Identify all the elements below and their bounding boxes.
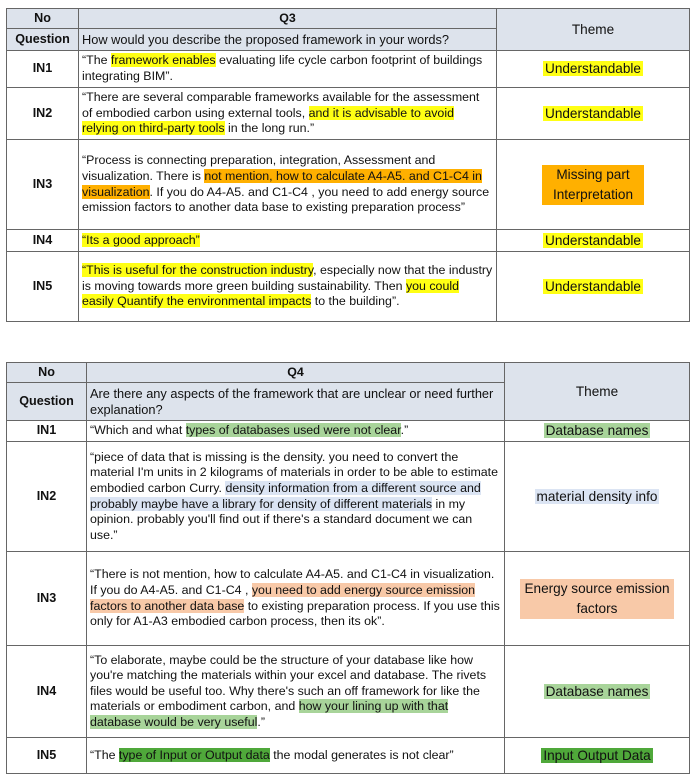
theme-tag: Understandable — [545, 105, 641, 121]
row-id: IN4 — [7, 230, 79, 252]
response-text — [87, 442, 505, 552]
response-text — [79, 252, 497, 322]
response-text-segment: evaluating life cycle carbon footprint of buildings integrating BIM”. — [82, 53, 483, 83]
theme-cell — [505, 646, 690, 738]
response-text-segment: “To elaborate, maybe could be the structure of your database like how you're matching the materials within your excel and database. The rivets files would be useful too. Why there's such an off framework for like the materials or embodiment carbon, and — [90, 652, 487, 714]
row-id: IN1 — [7, 51, 79, 88]
highlighted-text: framework enables — [110, 53, 216, 68]
q4-header-row — [7, 363, 690, 383]
highlighted-text: “This is useful for the construction industry — [82, 263, 314, 278]
response-text — [79, 230, 497, 252]
highlighted-text: types of databases used were not clear — [185, 423, 401, 438]
theme-tag: Understandable — [545, 61, 641, 77]
theme-tag: Energy source emission factors — [520, 579, 674, 619]
response-text-segment: in the long run.” — [224, 121, 315, 136]
theme-tag: Missing part Interpretation — [542, 165, 644, 205]
response-text-segment: . If you do A4-A5. and C1-C4 , you need to add energy source emission factors to another data base to existing preparation process” — [82, 184, 490, 215]
theme-cell — [505, 738, 690, 774]
q3-header-row — [7, 9, 690, 29]
q3-theme-header: Theme — [497, 9, 690, 51]
theme-cell — [497, 230, 690, 252]
theme-cell — [497, 140, 690, 230]
response-text-segment: “piece of data that is missing is the density. you need to convert the material I'm units in 2 kilograms of materials in order to be able to estimate embodied carbon Curry. — [90, 449, 498, 495]
table-row — [7, 442, 690, 552]
response-text — [87, 738, 505, 774]
response-text — [87, 421, 505, 442]
response-text — [79, 51, 497, 88]
response-text-segment: “There are several comparable frameworks available for the assessment of embodied carbon using external tools, — [82, 90, 480, 120]
q4-no-header: No — [7, 363, 87, 383]
response-text-segment: , especially now that the industry is moving towards more green building sustainability. Then — [82, 263, 493, 293]
theme-cell — [505, 552, 690, 646]
q4-theme-header: Theme — [505, 363, 690, 421]
theme-tag: Understandable — [545, 232, 641, 248]
response-text — [79, 140, 497, 230]
q3-title: Q3 — [79, 9, 497, 29]
highlighted-text: how your lining up with that database would be very useful — [90, 699, 449, 729]
row-id: IN2 — [7, 88, 79, 140]
theme-tag: Database names — [545, 423, 649, 439]
theme-tag: Input Output Data — [543, 747, 651, 763]
q4-question-text: Are there any aspects of the framework that are unclear or need further explanation? — [87, 383, 505, 421]
response-text-segment: .” — [257, 714, 265, 729]
response-text-segment: “Process is connecting preparation, integration, Assessment and visualization. There is — [82, 153, 436, 183]
response-text-segment: to the building”. — [311, 294, 400, 309]
q3-no-header: No — [7, 9, 79, 29]
theme-cell — [505, 442, 690, 552]
row-id: IN4 — [7, 646, 87, 738]
table-row — [7, 252, 690, 322]
theme-tag: Database names — [545, 683, 649, 699]
q4-question-label: Question — [7, 383, 87, 421]
highlighted-text: type of Input or Output data — [118, 747, 270, 762]
theme-cell — [505, 421, 690, 442]
response-text — [87, 552, 505, 646]
q3-table — [6, 8, 690, 322]
table-row — [7, 88, 690, 140]
row-id: IN5 — [7, 252, 79, 322]
q3-question-label: Question — [7, 29, 79, 51]
row-id: IN3 — [7, 552, 87, 646]
row-id: IN3 — [7, 140, 79, 230]
q4-table — [6, 362, 690, 774]
table-row — [7, 421, 690, 442]
response-text-segment: “There is not mention, how to calculate A4-A5. and C1-C4 in visualization. If you do A4-A5. and C1-C4 , — [90, 567, 495, 597]
highlighted-text: not mention, how to calculate A4-A5. and C1-C4 in visualization — [82, 168, 482, 199]
theme-cell — [497, 88, 690, 140]
response-text — [87, 646, 505, 738]
highlighted-text: and it is advisable to avoid relying on third-party tools — [82, 105, 454, 136]
theme-cell — [497, 51, 690, 88]
highlighted-text: you could easily Quantify the environmental impacts — [82, 278, 459, 309]
response-text-segment: in my opinion. probably you'll find out if there's a standard document we can use.” — [90, 496, 473, 542]
table-row — [7, 552, 690, 646]
highlighted-text: density information from a different source and probably maybe have a library for density of different materials — [90, 480, 481, 511]
highlighted-text: you need to add energy source emission factors to another data base — [90, 582, 476, 613]
table-row — [7, 646, 690, 738]
q4-title: Q4 — [87, 363, 505, 383]
theme-tag: Understandable — [545, 278, 641, 294]
highlighted-text: “Its a good approach” — [82, 232, 200, 247]
row-id: IN2 — [7, 442, 87, 552]
response-text-segment: “The — [90, 747, 119, 762]
table-row — [7, 51, 690, 88]
response-text — [79, 88, 497, 140]
theme-cell — [497, 252, 690, 322]
response-text-segment: “Which and what — [90, 423, 186, 438]
response-text-segment: “The — [82, 53, 111, 68]
table-row — [7, 230, 690, 252]
theme-tag: material density info — [536, 488, 658, 504]
q3-question-text: How would you describe the proposed framework in your words? — [79, 29, 497, 51]
response-text-segment: to existing preparation process. If you use this only for A1-A3 embodied carbon process, then its ok”. — [90, 598, 500, 629]
table-row — [7, 738, 690, 774]
table-row — [7, 140, 690, 230]
row-id: IN5 — [7, 738, 87, 774]
response-text-segment: .” — [400, 423, 409, 438]
response-text-segment: the modal generates is not clear” — [269, 747, 454, 762]
row-id: IN1 — [7, 421, 87, 442]
